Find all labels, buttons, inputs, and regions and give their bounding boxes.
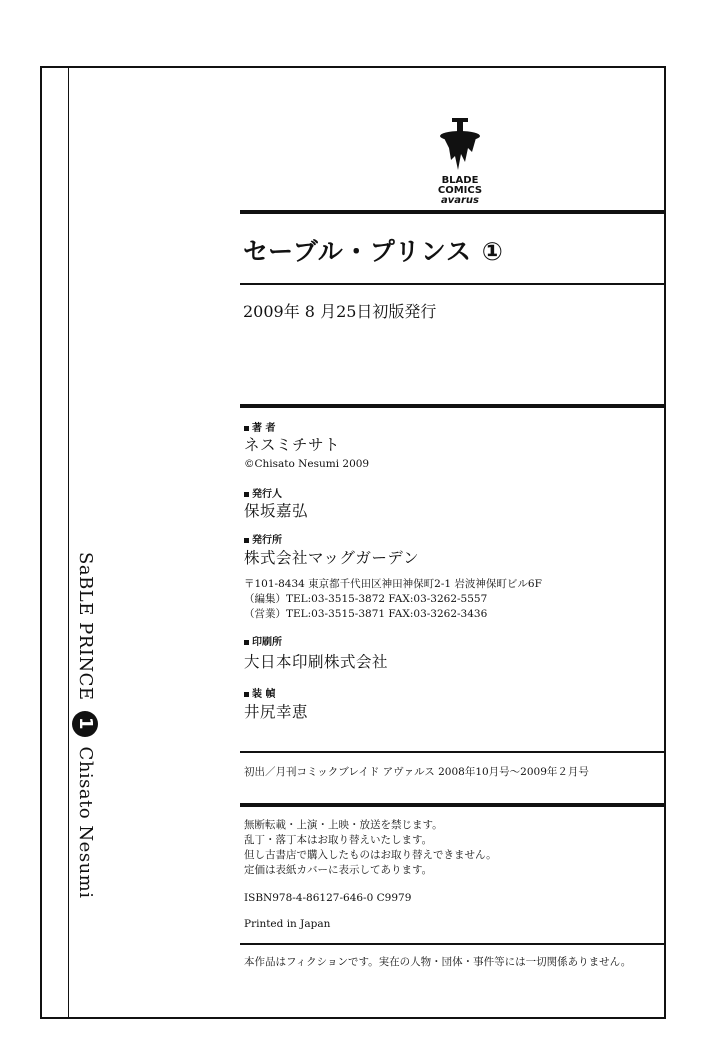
book-title: セーブル・プリンス ① — [243, 237, 504, 266]
disclaimer: 本作品はフィクションです。実在の人物・団体・事件等には一切関係ありません。 — [244, 956, 632, 968]
notice-4: 定価は表紙カバーに表示してあります。 — [244, 864, 433, 876]
publisher-name: 株式会社マッグガーデン — [244, 549, 420, 567]
isbn: ISBN978-4-86127-646-0 C9979 — [244, 892, 412, 904]
publisher-label: 発行所 — [244, 531, 282, 546]
bullet-square-icon — [244, 692, 249, 697]
printer-name: 大日本印刷株式会社 — [244, 653, 389, 671]
notice-3: 但し古書店で購入したものはお取り替えできません。 — [244, 849, 497, 861]
notice-2: 乱丁・落丁本はお取り替えいたします。 — [244, 834, 433, 846]
spine-text — [72, 552, 98, 899]
design-label: 装 幀 — [244, 685, 275, 700]
rule-disclaimer — [240, 943, 665, 945]
publisher-person-label: 発行人 — [244, 485, 282, 500]
spine-series: SaBLE PRINCE — [75, 552, 96, 701]
rule-notices — [240, 803, 665, 807]
logo-line-1: BLADE — [441, 175, 479, 186]
first-appearance: 初出／月刊コミックブレイド アヴァルス 2008年10月号～2009年２月号 — [244, 766, 589, 778]
blade-logo-icon — [438, 116, 482, 172]
spine-author: Chisato Nesumi — [75, 746, 96, 899]
author-label: 著 者 — [244, 419, 275, 434]
author-name: ネスミチサト — [244, 436, 341, 454]
publisher-editorial: （編集）TEL:03-3515-3872 FAX:03-3262-5557 — [244, 593, 488, 605]
bullet-square-icon — [244, 538, 249, 543]
rule-credits — [240, 404, 665, 408]
bullet-square-icon — [244, 426, 249, 431]
rule-top — [240, 210, 665, 214]
rule-title — [240, 283, 665, 285]
logo-line-3: avarus — [440, 195, 480, 206]
bullet-square-icon — [244, 640, 249, 645]
notice-1: 無断転載・上演・上映・放送を禁じます。 — [244, 819, 443, 831]
spine-volume-badge: 1 — [72, 711, 98, 737]
spine-divider — [68, 68, 69, 1018]
rule-first-appearance — [240, 751, 665, 753]
printer-label: 印刷所 — [244, 633, 282, 648]
bullet-square-icon — [244, 492, 249, 497]
publisher-address: 〒101-8434 東京都千代田区神田神保町2-1 岩波神保町ビル6F — [244, 578, 542, 590]
publisher-sales: （営業）TEL:03-3515-3871 FAX:03-3262-3436 — [244, 608, 488, 620]
design-name: 井尻幸恵 — [244, 703, 309, 721]
logo-line-2: COMICS — [437, 185, 483, 196]
publisher-logo — [424, 116, 496, 208]
printed-in: Printed in Japan — [244, 918, 331, 930]
publisher-person-name: 保坂嘉弘 — [244, 502, 309, 520]
author-copyright: ©Chisato Nesumi 2009 — [244, 458, 370, 470]
publication-date: 2009年 8 月25日初版発行 — [243, 302, 437, 321]
